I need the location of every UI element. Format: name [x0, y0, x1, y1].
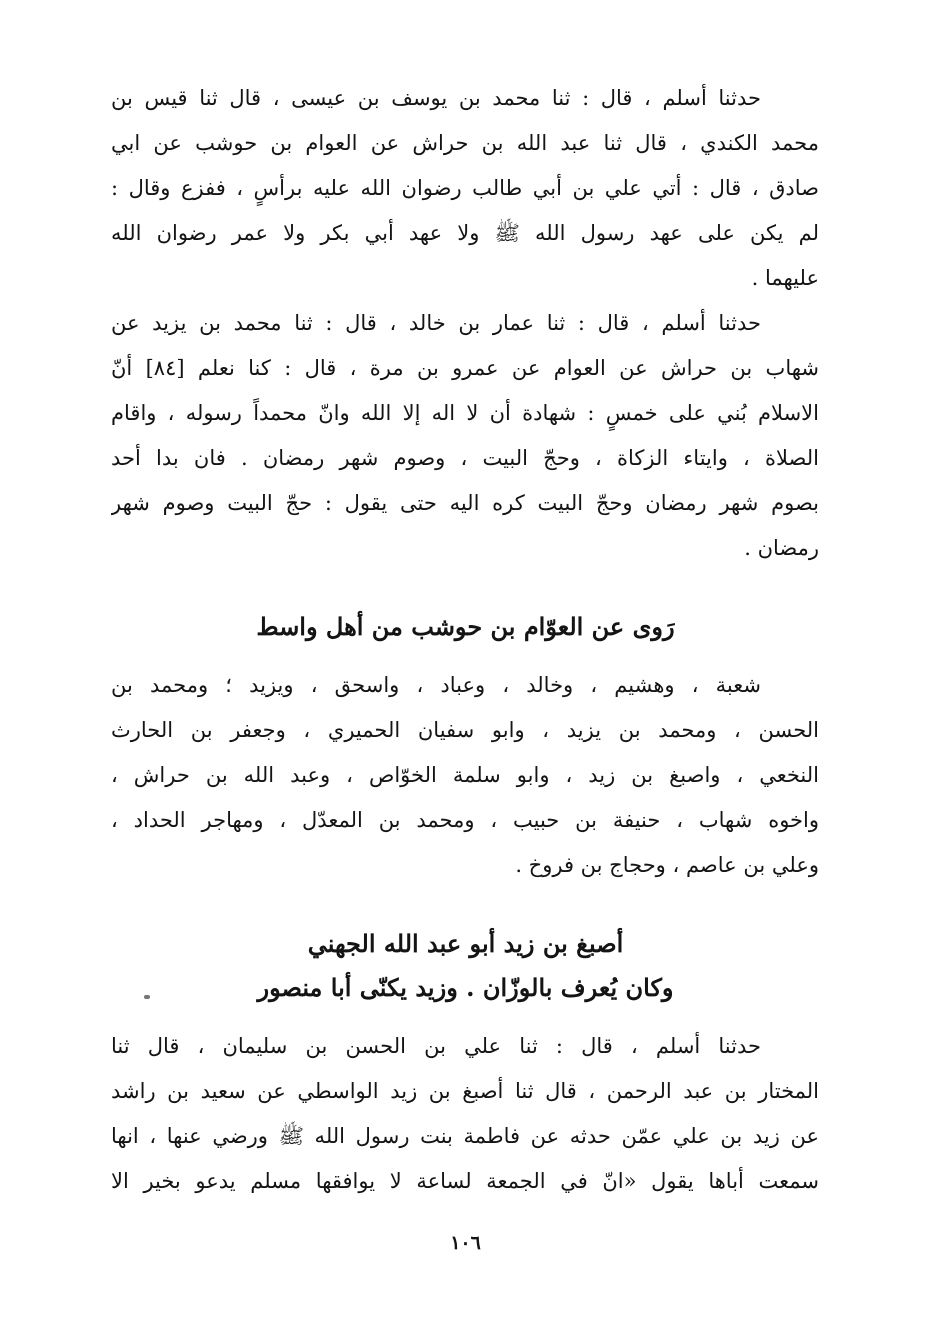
text-line: عن زيد بن علي عمّن حدثه عن فاطمة بنت رسول الله ﷺ ورضي عنها ، انها — [111, 1124, 819, 1148]
paragraph-3 — [111, 663, 819, 888]
section-heading: رَوى عن العوّام بن حوشب من أهل واسط — [256, 612, 675, 641]
paragraph-1 — [111, 76, 819, 301]
paragraph-4 — [111, 1024, 819, 1204]
text-line: النخعي ، واصبغ بن زيد ، وابو سلمة الخوّاص ، وعبد الله بن حراش ، — [111, 763, 819, 787]
text-line: شهاب بن حراش عن العوام عن عمرو بن مرة ، قال : كنا نعلم [٨٤] أنّ — [111, 356, 819, 380]
text-line: وعلي بن عاصم ، وحجاج بن فروخ . — [515, 853, 819, 877]
text-line: الحسن ، ومحمد بن يزيد ، وابو سفيان الحميري ، وجعفر بن الحارث — [111, 718, 819, 742]
section-subheading: وكان يُعرف بالوزّان . وزيد يكنّى أبا منصور — [257, 973, 674, 1002]
text-line: عليهما . — [751, 266, 819, 290]
text-line: المختار بن عبد الرحمن ، قال ثنا أصبغ بن زيد الواسطي عن سعيد بن راشد — [111, 1079, 819, 1103]
text-line: شعبة ، وهشيم ، وخالد ، وعباد ، واسحق ، ويزيد ؛ ومحمد بن — [111, 673, 761, 697]
print-mark — [144, 995, 150, 999]
text-line: حدثنا أسلم ، قال : ثنا علي بن الحسن بن سليمان ، قال ثنا — [111, 1034, 761, 1058]
text-line: بصوم شهر رمضان وحجّ البيت كره اليه حتى يقول : حجّ البيت وصوم شهر — [111, 491, 819, 515]
text-line: الاسلام بُني على خمسٍ : شهادة أن لا اله إلا الله وانّ محمداً رسوله ، واقام — [111, 401, 819, 425]
text-line: رمضان . — [744, 536, 819, 560]
paragraph-2 — [111, 301, 819, 571]
text-line: صادق ، قال : أتي علي بن أبي طالب رضوان الله عليه برأسٍ ، ففزع وقال : — [111, 176, 819, 200]
text-line: سمعت أباها يقول «انّ في الجمعة لساعة لا يوافقها مسلم يدعو بخير الا — [111, 1169, 819, 1193]
page-number: ١٠٦ — [450, 1232, 481, 1254]
text-line: لم يكن على عهد رسول الله ﷺ ولا عهد أبي بكر ولا عمر رضوان الله — [111, 221, 819, 245]
text-line: الصلاة ، وايتاء الزكاة ، وحجّ البيت ، وصوم شهر رمضان . فان بدا أحد — [111, 446, 819, 470]
text-line: واخوه شهاب ، حنيفة بن حبيب ، ومحمد بن المعدّل ، ومهاجر الحداد ، — [111, 808, 819, 832]
text-line: حدثنا أسلم ، قال : ثنا عمار بن خالد ، قال : ثنا محمد بن يزيد عن — [111, 311, 761, 335]
text-line: محمد الكندي ، قال ثنا عبد الله بن حراش عن العوام بن حوشب عن ابي — [111, 131, 819, 155]
text-line: حدثنا أسلم ، قال : ثنا محمد بن يوسف بن عيسى ، قال ثنا قيس بن — [111, 86, 761, 110]
section-heading: أصبغ بن زيد أبو عبد الله الجهني — [307, 929, 624, 958]
